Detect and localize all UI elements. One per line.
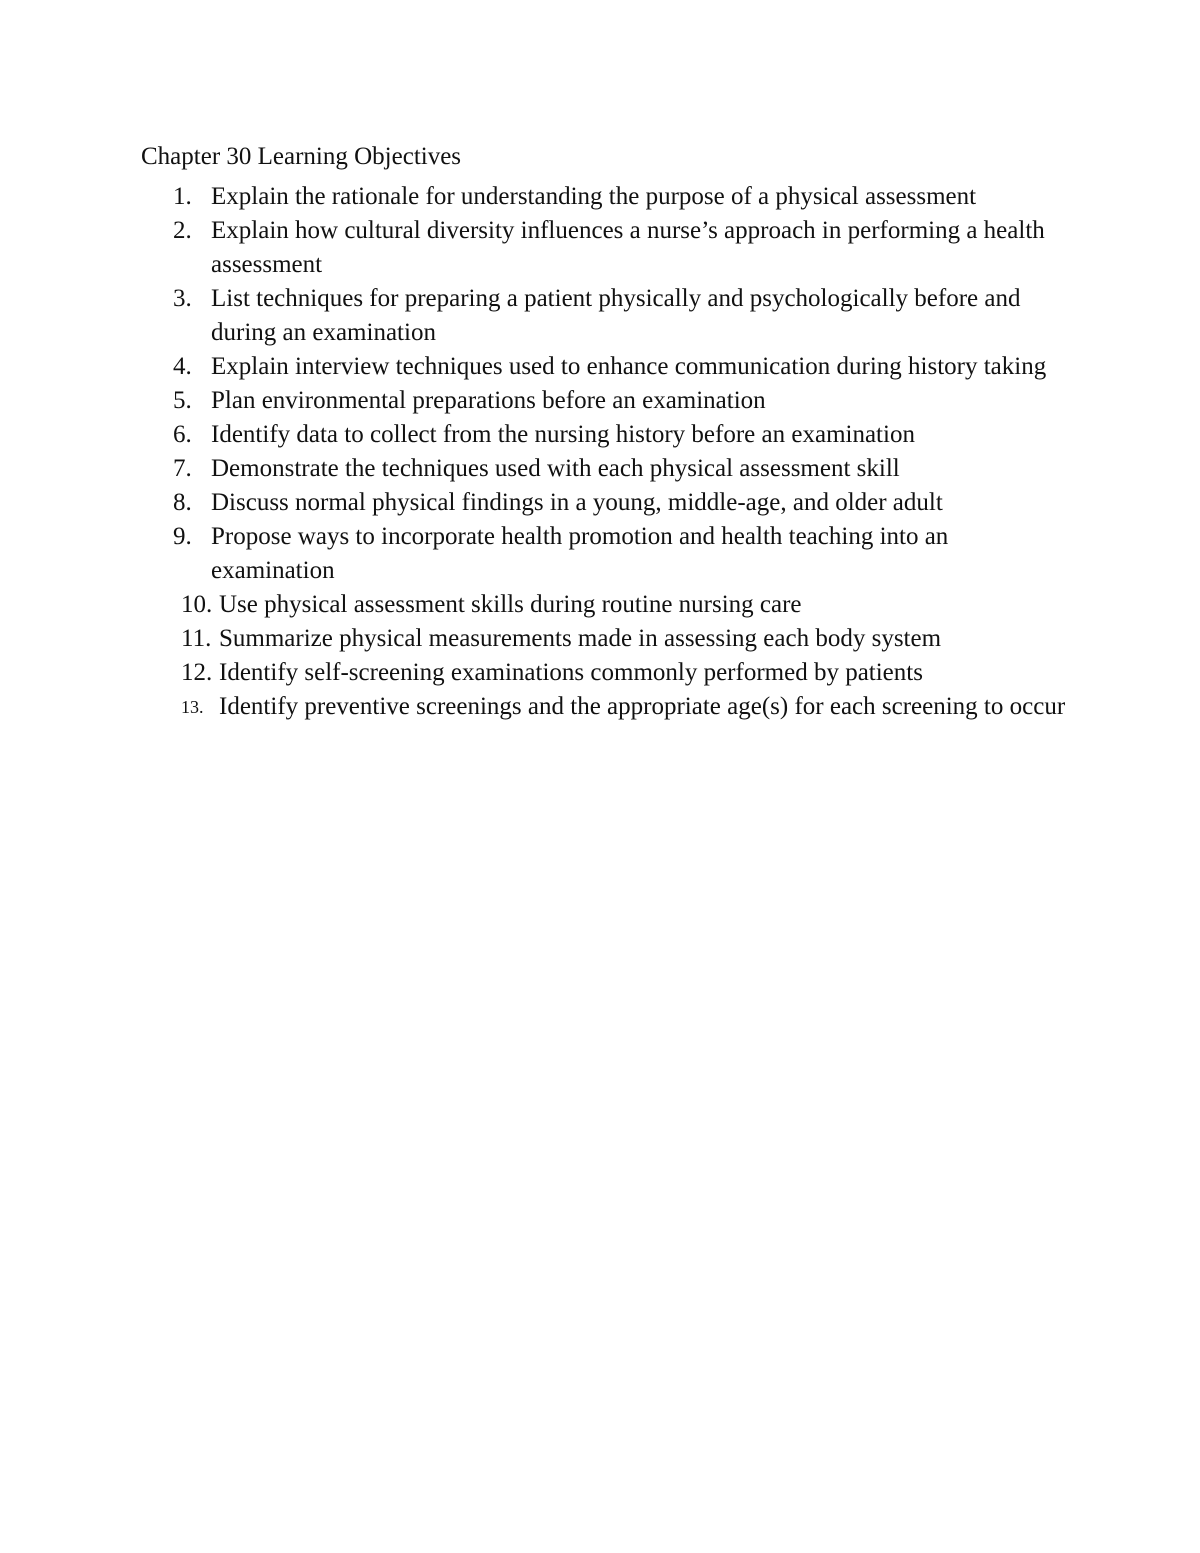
list-item-text: Discuss normal physical findings in a young, middle-age, and older adult — [211, 489, 943, 516]
list-item-number: 8. — [173, 489, 192, 516]
list-item-text: Use physical assessment skills during routine nursing care — [219, 591, 802, 618]
objectives-list — [141, 180, 1071, 724]
list-item-number: 9. — [173, 523, 192, 550]
list-item-text: Plan environmental preparations before an examination — [211, 387, 766, 414]
list-item — [141, 588, 1071, 622]
list-item-number: 5. — [173, 387, 192, 414]
list-item-text: List techniques for preparing a patient physically and psychologically before and during an examination — [211, 285, 1021, 346]
list-item-text: Explain interview techniques used to enhance communication during history taking — [211, 353, 1047, 380]
list-item-number: 4. — [173, 353, 192, 380]
list-item-number: 2. — [173, 217, 192, 244]
list-item-text: Summarize physical measurements made in assessing each body system — [219, 625, 942, 652]
list-item — [141, 350, 1071, 384]
list-item-number: 11. — [181, 625, 212, 652]
list-item-text: Demonstrate the techniques used with each physical assessment skill — [211, 455, 900, 482]
list-item — [141, 622, 1071, 656]
list-item-text: Identify data to collect from the nursing history before an examination — [211, 421, 915, 448]
list-item-number: 13. — [181, 697, 204, 717]
list-item-number: 7. — [173, 455, 192, 482]
list-item-number: 3. — [173, 285, 192, 312]
list-item — [141, 656, 1071, 690]
page-title: Chapter 30 Learning Objectives — [141, 143, 462, 170]
list-item — [141, 384, 1071, 418]
list-item — [141, 214, 1071, 282]
list-item-text: Identify preventive screenings and the appropriate age(s) for each screening to occur — [219, 693, 1066, 720]
document-content — [141, 140, 1071, 724]
list-item — [141, 486, 1071, 520]
list-item — [141, 452, 1071, 486]
list-item — [141, 418, 1071, 452]
list-item-number: 1. — [173, 183, 192, 210]
list-item-number: 6. — [173, 421, 192, 448]
list-item-text: Propose ways to incorporate health promotion and health teaching into an examination — [211, 523, 949, 584]
list-item-number: 10. — [181, 591, 213, 618]
list-item-text: Identify self-screening examinations commonly performed by patients — [219, 659, 923, 686]
list-item-text: Explain the rationale for understanding the purpose of a physical assessment — [211, 183, 977, 210]
list-item-number: 12. — [181, 659, 213, 686]
list-item — [141, 180, 1071, 214]
list-item — [141, 690, 1071, 724]
list-item-text: Explain how cultural diversity influences a nurse’s approach in performing a health assessment — [211, 217, 1045, 278]
list-item — [141, 520, 1071, 588]
list-item — [141, 282, 1071, 350]
